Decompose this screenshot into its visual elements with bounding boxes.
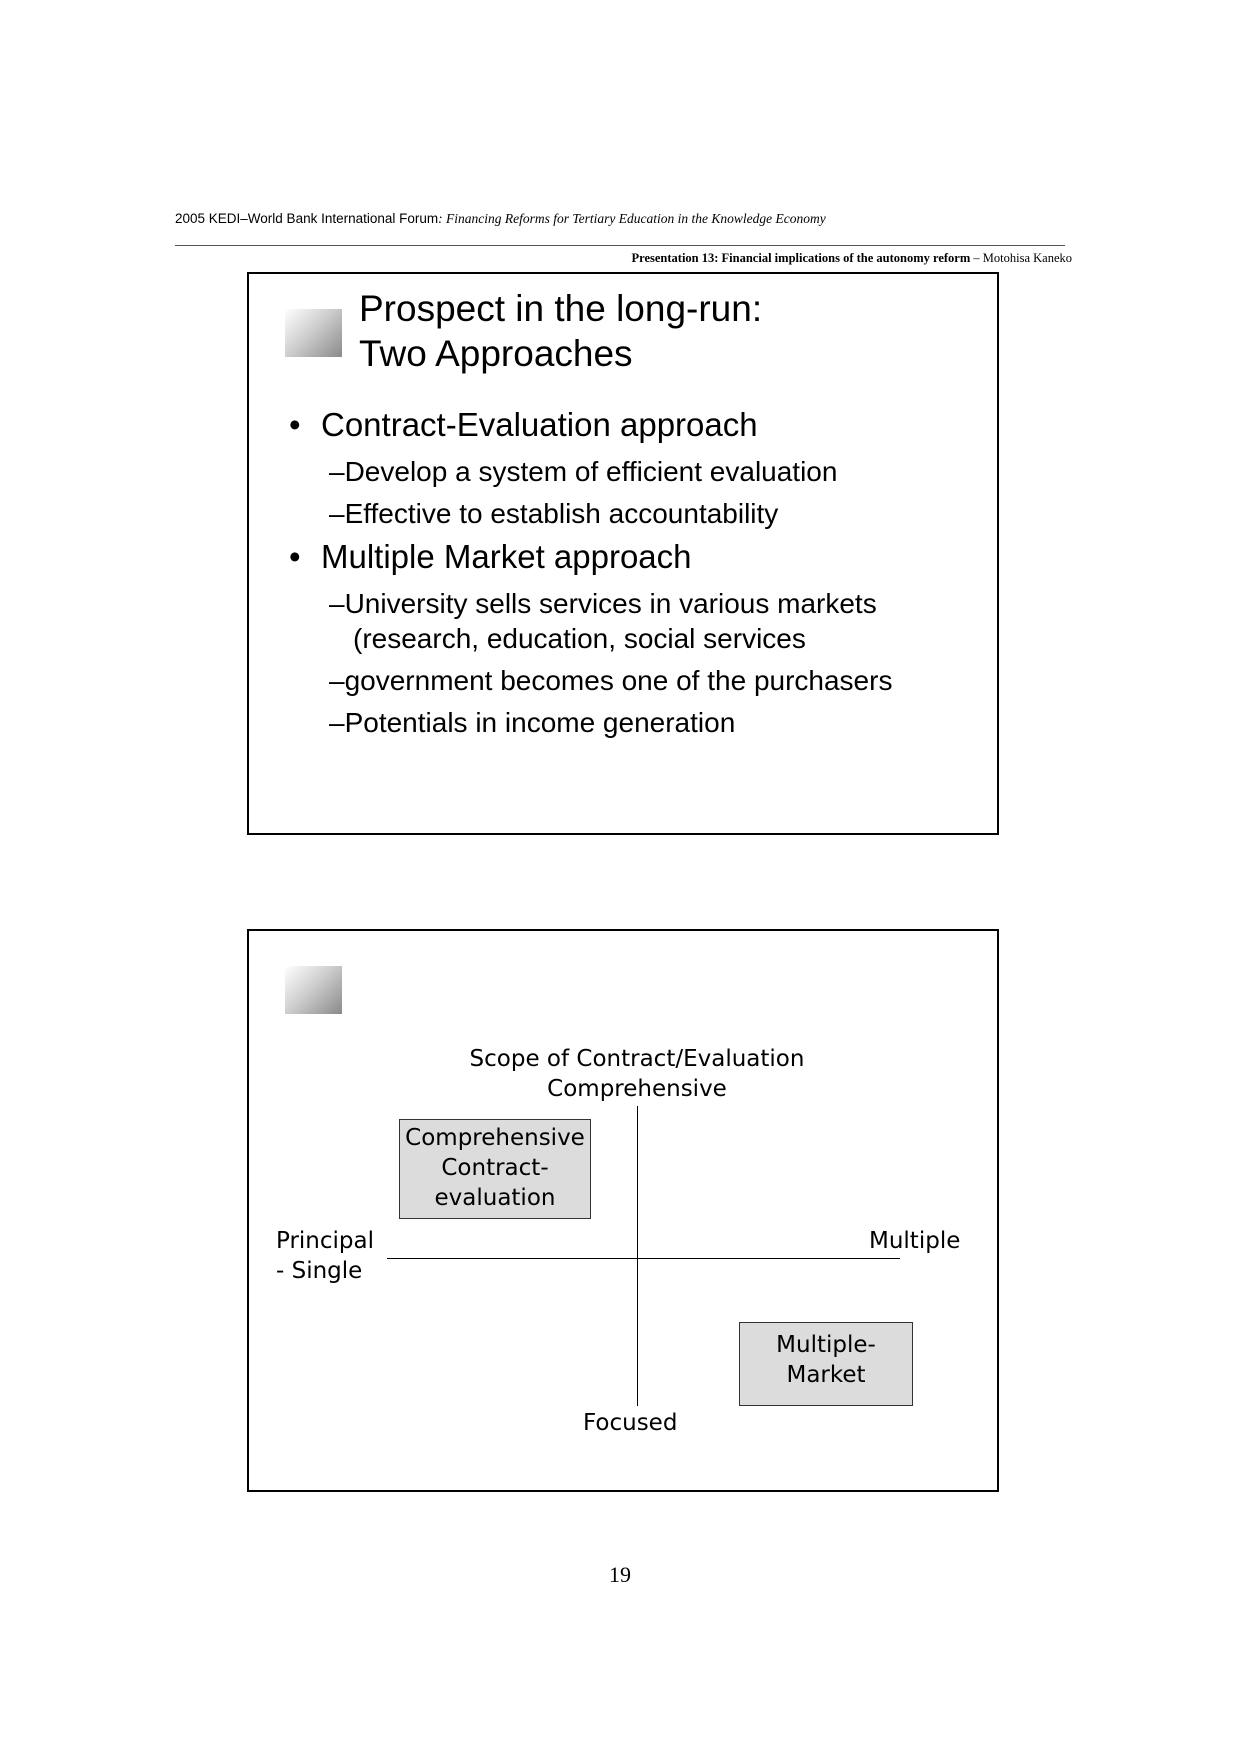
presentation-name: Presentation 13: Financial implications of the autonomy reform [631, 251, 971, 265]
slide-quadrant-diagram [247, 929, 999, 1492]
sub-bullet-item [329, 663, 892, 698]
sub-bullet-item [329, 705, 735, 740]
slide-title [359, 286, 762, 376]
box-line: Comprehensive [405, 1125, 585, 1151]
dash-icon: – [329, 665, 345, 696]
bullet-item [289, 406, 758, 444]
page-number: 19 [609, 1562, 631, 1587]
dash-icon: – [329, 456, 345, 487]
slide-decoration-icon [285, 966, 342, 1014]
sub-bullet-text: Effective to establish accountability [344, 498, 779, 529]
dash-icon: – [329, 707, 345, 738]
forum-subtitle: : Financing Reforms for Tertiary Education in the Knowledge Economy [438, 211, 826, 226]
vertical-axis [637, 1106, 638, 1406]
presentation-author: – Motohisa Kaneko [970, 251, 1072, 265]
forum-title [175, 211, 826, 227]
left-axis-label-line1: Principal [276, 1228, 375, 1254]
box-line: Contract- [441, 1155, 549, 1181]
axis-title: Scope of Contract/Evaluation [469, 1046, 805, 1072]
sub-bullet-text: Develop a system of efficient evaluation [344, 456, 838, 487]
forum-name: 2005 KEDI–World Bank International Forum [175, 211, 439, 226]
horizontal-axis [387, 1258, 900, 1259]
box-line: evaluation [434, 1185, 556, 1211]
slide-prospect [247, 272, 999, 835]
bullet-dot-icon: • [289, 538, 301, 575]
sub-bullet-item [329, 496, 778, 531]
dash-icon: – [329, 588, 345, 619]
sub-bullet-continuation: (research, education, social services [353, 623, 806, 654]
presentation-title [632, 251, 1072, 266]
header-divider [175, 245, 1065, 246]
bullet-text: Multiple Market approach [321, 538, 692, 575]
sub-bullet-text: government becomes one of the purchasers [344, 665, 893, 696]
box-line: Multiple- [776, 1332, 876, 1358]
slide-decoration-icon [285, 309, 342, 357]
top-axis-label: Comprehensive [547, 1076, 727, 1102]
right-axis-label: Multiple [869, 1228, 961, 1254]
sub-bullet-text: University sells services in various markets [344, 588, 877, 619]
slide-title-line2: Two Approaches [359, 333, 633, 374]
bullet-text: Contract-Evaluation approach [321, 406, 758, 443]
sub-bullet-item [329, 586, 877, 656]
dash-icon: – [329, 498, 345, 529]
bullet-dot-icon: • [289, 406, 301, 443]
sub-bullet-item [329, 454, 837, 489]
box-line: Market [786, 1362, 866, 1388]
sub-bullet-text: Potentials in income generation [344, 707, 736, 738]
quadrant-box-multiple-market [739, 1322, 913, 1406]
quadrant-box-comprehensive [399, 1119, 591, 1219]
left-axis-label-line2: - Single [276, 1258, 363, 1284]
bullet-item [289, 538, 692, 576]
left-axis-label [276, 1226, 374, 1286]
slide-title-line1: Prospect in the long-run: [359, 288, 763, 329]
bottom-axis-label: Focused [583, 1410, 678, 1436]
